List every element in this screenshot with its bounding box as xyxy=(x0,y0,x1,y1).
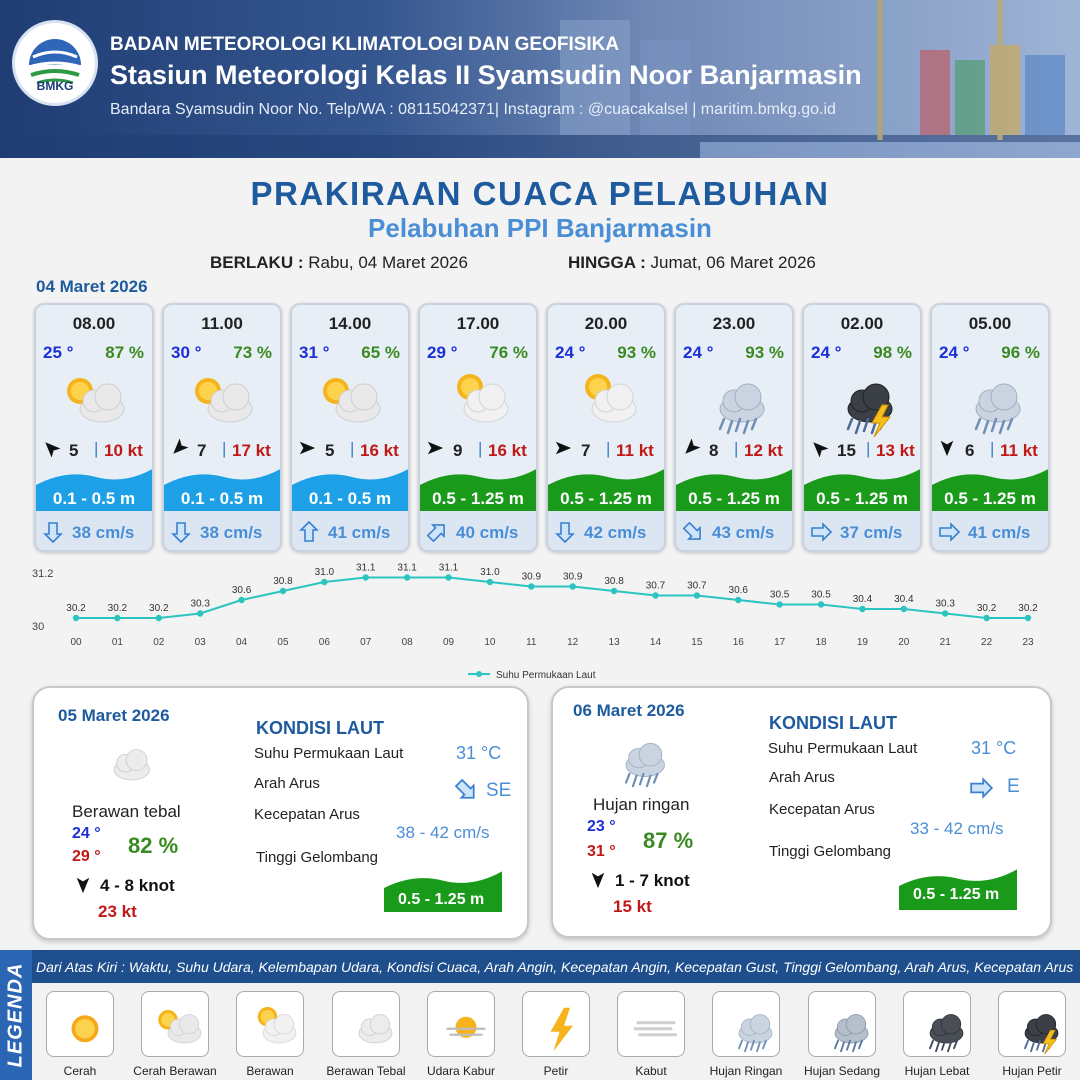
forecast-temp: 29 ° xyxy=(427,343,458,362)
forecast-time: 08.00 xyxy=(72,314,116,333)
x-tick-label: 02 xyxy=(153,637,165,648)
current-speed-value: 38 - 42 cm/s xyxy=(396,823,490,842)
gust-speed: 16 kt xyxy=(360,441,399,460)
x-tick-label: 22 xyxy=(981,637,993,648)
current-speed: 40 cm/s xyxy=(456,523,519,542)
legend-label: Hujan Petir xyxy=(1002,1064,1062,1078)
legend-item xyxy=(320,987,412,1080)
current-arrow-icon xyxy=(42,521,64,543)
sst-data-point xyxy=(694,592,700,598)
gust-speed: 13 kt xyxy=(876,441,915,460)
sst-data-point xyxy=(445,574,451,580)
legend-label: Hujan Sedang xyxy=(803,1064,881,1078)
sst-data-label: 30.3 xyxy=(935,598,955,610)
forecast-humidity: 93 % xyxy=(745,343,784,362)
wind-arrow-icon xyxy=(42,439,60,457)
current-dir-label: Arah Arus xyxy=(254,775,320,792)
wave-height: 0.1 - 0.5 m xyxy=(52,489,136,508)
sst-data-point xyxy=(238,597,244,603)
forecast-time: 11.00 xyxy=(201,314,243,333)
sst-data-point xyxy=(652,592,658,598)
sst-data-point xyxy=(487,579,493,585)
forecast-temp: 31 ° xyxy=(299,343,330,362)
day3-temp-min: 23 ° xyxy=(587,818,616,835)
legend-label: Hujan Lebat xyxy=(904,1064,970,1078)
day2-temp-max: 29 ° xyxy=(72,848,101,865)
day2-condition: Berawan tebal xyxy=(72,802,181,821)
valid-to xyxy=(568,253,816,273)
sst-data-label: 30.5 xyxy=(811,589,831,601)
legend-items xyxy=(32,983,1080,1080)
sst-data-point xyxy=(735,597,741,603)
hujan-petir-icon xyxy=(1003,996,1063,1054)
x-tick-label: 06 xyxy=(318,637,330,648)
gust-speed: 11 kt xyxy=(1000,441,1038,460)
cerah-berawan-icon xyxy=(146,996,206,1054)
current-speed-value: 33 - 42 cm/s xyxy=(910,819,1004,838)
wind-speed: 6 xyxy=(965,441,975,460)
page-subtitle: Pelabuhan PPI Banjarmasin xyxy=(368,213,712,243)
sst-data-point xyxy=(156,615,162,621)
forecast-time: 02.00 xyxy=(840,314,884,333)
current-arrow-icon xyxy=(938,521,960,543)
day3-date: 06 Maret 2026 xyxy=(573,701,685,720)
berawan-tebal-icon xyxy=(92,736,162,792)
valid-to-label: HINGGA : xyxy=(568,253,646,272)
forecast-humidity: 96 % xyxy=(1001,343,1040,362)
sst-data-label: 30.6 xyxy=(728,585,748,596)
cerah-berawan-icon xyxy=(56,367,136,437)
legend-panel xyxy=(0,950,1080,1080)
sst-data-label: 31.0 xyxy=(314,567,335,578)
legend-label: Petir xyxy=(543,1064,569,1078)
berawan-icon xyxy=(568,367,648,437)
current-speed: 38 cm/s xyxy=(72,523,135,542)
forecast-card xyxy=(418,303,538,552)
day3-panel xyxy=(551,686,1052,938)
current-arrow-icon xyxy=(426,521,448,543)
day3-temp-max: 31 ° xyxy=(587,843,616,860)
current-speed: 43 cm/s xyxy=(712,523,775,542)
wind-speed: 5 xyxy=(325,441,335,460)
wind-speed: 7 xyxy=(197,441,207,460)
current-dir-value: E xyxy=(1007,776,1020,797)
current-speed: 38 cm/s xyxy=(200,523,263,542)
forecast-card xyxy=(162,303,282,552)
current-speed-label: Kecepatan Arus xyxy=(254,806,360,823)
wind-arrow-icon xyxy=(682,439,700,457)
wave-label: Tinggi Gelombang xyxy=(769,843,892,860)
legend-item xyxy=(986,987,1078,1080)
sst-data-label: 30.4 xyxy=(894,594,914,605)
station-name: Stasiun Meteorologi Kelas II Syamsudin Noor Banjarmasin xyxy=(110,60,862,90)
forecast-temp: 24 ° xyxy=(683,343,714,362)
sst-data-label: 30.7 xyxy=(687,580,707,592)
page-title: PRAKIRAAN CUACA PELABUHAN xyxy=(250,175,830,212)
hujan-ringan-icon xyxy=(605,724,675,794)
sst-data-point xyxy=(611,588,617,594)
forecast-card xyxy=(930,303,1050,552)
forecast-temp: 24 ° xyxy=(811,343,842,362)
udara-kabur-icon xyxy=(432,996,492,1054)
hujan-ringan-icon xyxy=(696,367,776,437)
legend-item xyxy=(129,987,221,1080)
x-tick-label: 05 xyxy=(277,637,289,648)
kabut-icon xyxy=(622,996,682,1054)
sst-data-label: 30.2 xyxy=(66,603,86,614)
legend-icon-box xyxy=(427,991,495,1057)
wave-height: 0.1 - 0.5 m xyxy=(308,489,392,508)
sea-condition-heading: KONDISI LAUT xyxy=(256,718,384,738)
wave-height: 0.5 - 1.25 m xyxy=(432,489,524,508)
current-speed: 41 cm/s xyxy=(968,523,1031,542)
hujan-lebat-icon xyxy=(908,996,968,1054)
x-tick-label: 13 xyxy=(608,637,620,648)
wind-arrow-icon xyxy=(554,439,572,457)
wind-arrow-icon xyxy=(426,439,444,457)
day2-wave-height: 0.5 - 1.25 m xyxy=(398,891,485,908)
current-speed: 37 cm/s xyxy=(840,523,903,542)
hujan-petir-icon xyxy=(824,367,904,437)
x-tick-label: 19 xyxy=(856,637,868,648)
wave-height: 0.5 - 1.25 m xyxy=(560,489,652,508)
petir-icon xyxy=(527,996,587,1054)
sst-data-point xyxy=(321,579,327,585)
forecast-card xyxy=(290,303,410,552)
legend-note: Dari Atas Kiri : Waktu, Suhu Udara, Kelembapan Udara, Kondisi Cuaca, Arah Angin, Kecepatan Angin, Kecepatan Gust, Tinggi Gelombang, Arah Arus, Kecepatan Arus xyxy=(36,959,1074,975)
current-arrow-icon xyxy=(682,521,704,543)
separator: | xyxy=(478,439,483,458)
legend-label: Cerah xyxy=(63,1064,97,1078)
sst-data-label: 30.6 xyxy=(231,585,252,596)
legend-side-tab xyxy=(0,950,32,1080)
wave-height: 0.1 - 0.5 m xyxy=(180,489,264,508)
x-tick-label: 23 xyxy=(1022,637,1034,648)
day1-date: 04 Maret 2026 xyxy=(36,277,148,296)
x-tick-label: 03 xyxy=(194,637,206,648)
sst-data-point xyxy=(776,601,782,607)
x-tick-label: 17 xyxy=(774,637,786,648)
logo-text: BMKG xyxy=(36,79,74,93)
forecast-time: 17.00 xyxy=(456,314,500,333)
valid-from-label: BERLAKU : xyxy=(210,253,304,272)
sst-data-point xyxy=(818,601,824,607)
sst-data-label: 31.1 xyxy=(397,562,417,574)
separator: | xyxy=(222,439,227,458)
berawan-tebal-icon xyxy=(337,996,397,1054)
x-tick-label: 21 xyxy=(939,637,951,648)
sst-data-label: 30.3 xyxy=(190,598,210,610)
bmkg-logo xyxy=(12,20,98,106)
sst-series-line xyxy=(76,578,1028,619)
header-banner xyxy=(0,0,1080,158)
x-tick-label: 04 xyxy=(236,637,248,648)
separator: | xyxy=(866,439,871,458)
legend-item xyxy=(224,987,316,1080)
gust-speed: 11 kt xyxy=(616,441,654,460)
sst-data-point xyxy=(859,606,865,612)
sst-data-point xyxy=(404,574,410,580)
legend-label: Berawan Tebal xyxy=(326,1064,406,1078)
valid-from xyxy=(210,253,468,273)
cerah-berawan-icon xyxy=(184,367,264,437)
x-tick-label: 18 xyxy=(815,637,827,648)
wind-speed: 8 xyxy=(709,441,719,460)
day2-gust: 23 kt xyxy=(98,902,137,921)
sst-data-label: 30.9 xyxy=(521,571,542,583)
gust-speed: 12 kt xyxy=(744,441,783,460)
wind-speed: 15 xyxy=(837,441,856,460)
current-arrow-icon xyxy=(810,521,832,543)
legend-icon-box xyxy=(808,991,876,1057)
forecast-card xyxy=(34,303,154,552)
sst-data-label: 30.7 xyxy=(645,580,666,592)
legend-item xyxy=(510,987,602,1080)
x-tick-label: 16 xyxy=(732,637,744,648)
legend-item xyxy=(891,987,983,1080)
legend-label: Cerah Berawan xyxy=(133,1064,217,1078)
sst-data-label: 30.8 xyxy=(273,576,293,587)
day3-gust: 15 kt xyxy=(613,897,652,916)
legend-icon-box xyxy=(522,991,590,1057)
sst-data-label: 30.2 xyxy=(107,603,128,614)
valid-from-value: Rabu, 04 Maret 2026 xyxy=(308,253,468,272)
sst-data-point xyxy=(528,583,534,589)
day2-date: 05 Maret 2026 xyxy=(58,706,170,725)
day3-humidity: 87 % xyxy=(643,828,694,853)
sst-label: Suhu Permukaan Laut xyxy=(254,745,404,762)
sea-condition-heading: KONDISI LAUT xyxy=(769,713,897,733)
sst-data-label: 30.8 xyxy=(604,576,624,587)
y-tick-label: 30 xyxy=(32,621,45,633)
forecast-card xyxy=(546,303,666,552)
sst-data-label: 30.2 xyxy=(1018,603,1038,614)
separator: | xyxy=(94,439,99,458)
legend-label: Udara Kabur xyxy=(426,1064,496,1078)
wind-arrow-icon xyxy=(298,439,316,457)
x-tick-label: 00 xyxy=(70,637,82,648)
current-speed: 42 cm/s xyxy=(584,523,647,542)
gust-speed: 10 kt xyxy=(104,441,143,460)
sst-value: 31 °C xyxy=(456,743,502,763)
legend-icon-box xyxy=(903,991,971,1057)
wind-arrow-icon xyxy=(810,439,828,457)
legend-icon-box xyxy=(617,991,685,1057)
separator: | xyxy=(606,439,611,458)
wind-arrow-icon xyxy=(170,439,188,457)
gust-speed: 17 kt xyxy=(232,441,271,460)
forecast-card xyxy=(802,303,922,552)
current-arrow-icon xyxy=(454,778,478,802)
day3-wind: 1 - 7 knot xyxy=(615,871,690,890)
sst-data-label: 30.4 xyxy=(852,594,873,605)
legend-label: Kabut xyxy=(635,1064,667,1078)
legend-label: Berawan xyxy=(246,1064,294,1078)
wind-arrow-icon xyxy=(74,876,92,894)
forecast-humidity: 65 % xyxy=(361,343,400,362)
legend-icon-box xyxy=(46,991,114,1057)
sst-data-point xyxy=(942,610,948,616)
wind-arrow-icon xyxy=(589,871,607,889)
day2-temp-min: 24 ° xyxy=(72,825,101,842)
day3-condition: Hujan ringan xyxy=(593,795,690,814)
gust-speed: 16 kt xyxy=(488,441,527,460)
org-name: BADAN METEOROLOGI KLIMATOLOGI DAN GEOFISIKA xyxy=(110,34,620,55)
sst-line-chart xyxy=(28,560,1058,680)
legend-icon-box xyxy=(998,991,1066,1057)
legend-icon-box xyxy=(712,991,780,1057)
legend-icon-box xyxy=(332,991,400,1057)
sst-data-point xyxy=(901,606,907,612)
legend-label: Suhu Permukaan Laut xyxy=(496,670,596,680)
separator: | xyxy=(990,439,995,458)
forecast-time: 20.00 xyxy=(584,314,628,333)
x-tick-label: 11 xyxy=(526,637,537,648)
berawan-icon xyxy=(241,996,301,1054)
legend-item xyxy=(415,987,507,1080)
wave-height: 0.5 - 1.25 m xyxy=(944,489,1036,508)
current-dir-value: SE xyxy=(486,780,512,801)
legend-icon-box xyxy=(141,991,209,1057)
wind-speed: 9 xyxy=(453,441,463,460)
sst-label: Suhu Permukaan Laut xyxy=(768,740,918,757)
forecast-humidity: 93 % xyxy=(617,343,656,362)
wave-height: 0.5 - 1.25 m xyxy=(688,489,780,508)
sst-value: 31 °C xyxy=(971,738,1017,758)
y-tick-label: 31.2 xyxy=(32,568,54,580)
valid-to-value: Jumat, 06 Maret 2026 xyxy=(650,253,816,272)
hujan-sedang-icon xyxy=(813,996,873,1054)
cerah-berawan-icon xyxy=(312,367,392,437)
forecast-temp: 24 ° xyxy=(939,343,970,362)
wave-height: 0.5 - 1.25 m xyxy=(816,489,908,508)
forecast-humidity: 87 % xyxy=(105,343,144,362)
forecast-card xyxy=(674,303,794,552)
x-tick-label: 12 xyxy=(567,637,579,648)
sst-data-label: 31.1 xyxy=(438,562,459,574)
day3-wave-height: 0.5 - 1.25 m xyxy=(913,886,1000,903)
x-tick-label: 15 xyxy=(691,637,703,648)
sst-data-label: 31.0 xyxy=(480,567,500,578)
legend-item xyxy=(700,987,792,1080)
current-dir-label: Arah Arus xyxy=(769,769,835,786)
current-speed: 41 cm/s xyxy=(328,523,391,542)
sst-data-point xyxy=(73,615,79,621)
sst-data-point xyxy=(363,574,369,580)
x-tick-label: 08 xyxy=(401,637,413,648)
x-tick-label: 01 xyxy=(111,637,123,648)
x-tick-label: 09 xyxy=(442,637,455,648)
sst-data-label: 30.5 xyxy=(769,589,790,601)
day2-wind: 4 - 8 knot xyxy=(100,876,175,895)
sst-data-label: 30.2 xyxy=(976,603,997,614)
wave-label: Tinggi Gelombang xyxy=(256,849,379,866)
x-tick-label: 07 xyxy=(360,637,372,648)
current-arrow-icon xyxy=(170,521,192,543)
hujan-ringan-icon xyxy=(717,996,777,1054)
hujan-ringan-icon xyxy=(952,367,1032,437)
wind-arrow-icon xyxy=(938,439,956,457)
legend-title: LEGENDA xyxy=(4,962,27,1068)
sst-data-label: 30.9 xyxy=(562,571,583,583)
current-arrow-icon xyxy=(298,521,320,543)
forecast-humidity: 98 % xyxy=(873,343,912,362)
legend-label: Hujan Ringan xyxy=(709,1064,783,1078)
separator: | xyxy=(734,439,739,458)
current-arrow-icon xyxy=(554,521,576,543)
legend-item xyxy=(605,987,697,1080)
sst-data-point xyxy=(280,588,286,594)
separator: | xyxy=(350,439,355,458)
forecast-temp: 24 ° xyxy=(555,343,586,362)
sst-data-label: 30.2 xyxy=(149,603,169,614)
sst-data-point xyxy=(114,615,120,621)
wind-speed: 7 xyxy=(581,441,591,460)
contact-info: Bandara Syamsudin Noor No. Telp/WA : 08115042371| Instagram : @cuacakalsel | maritim.bmkg.go.id xyxy=(110,101,836,118)
legend-icon-box xyxy=(236,991,304,1057)
forecast-humidity: 76 % xyxy=(489,343,528,362)
current-arrow-icon xyxy=(969,776,993,800)
cerah-icon xyxy=(51,996,111,1054)
legend-marker xyxy=(476,671,482,677)
forecast-time: 05.00 xyxy=(968,314,1012,333)
sst-data-point xyxy=(983,615,989,621)
current-speed-label: Kecepatan Arus xyxy=(769,801,875,818)
wind-speed: 5 xyxy=(69,441,79,460)
day2-humidity: 82 % xyxy=(128,833,179,858)
legend-item xyxy=(34,987,126,1080)
x-tick-label: 10 xyxy=(484,637,496,648)
sst-data-point xyxy=(569,583,575,589)
forecast-time: 23.00 xyxy=(712,314,756,333)
forecast-temp: 30 ° xyxy=(171,343,202,362)
day2-panel xyxy=(32,686,529,940)
forecast-temp: 25 ° xyxy=(43,343,74,362)
sst-data-label: 31.1 xyxy=(356,562,376,574)
x-tick-label: 20 xyxy=(898,637,910,648)
sst-data-point xyxy=(1025,615,1031,621)
sst-data-point xyxy=(197,610,203,616)
forecast-humidity: 73 % xyxy=(233,343,272,362)
x-tick-label: 14 xyxy=(649,637,662,648)
legend-item xyxy=(796,987,888,1080)
forecast-time: 14.00 xyxy=(328,314,372,333)
berawan-icon xyxy=(440,367,520,437)
